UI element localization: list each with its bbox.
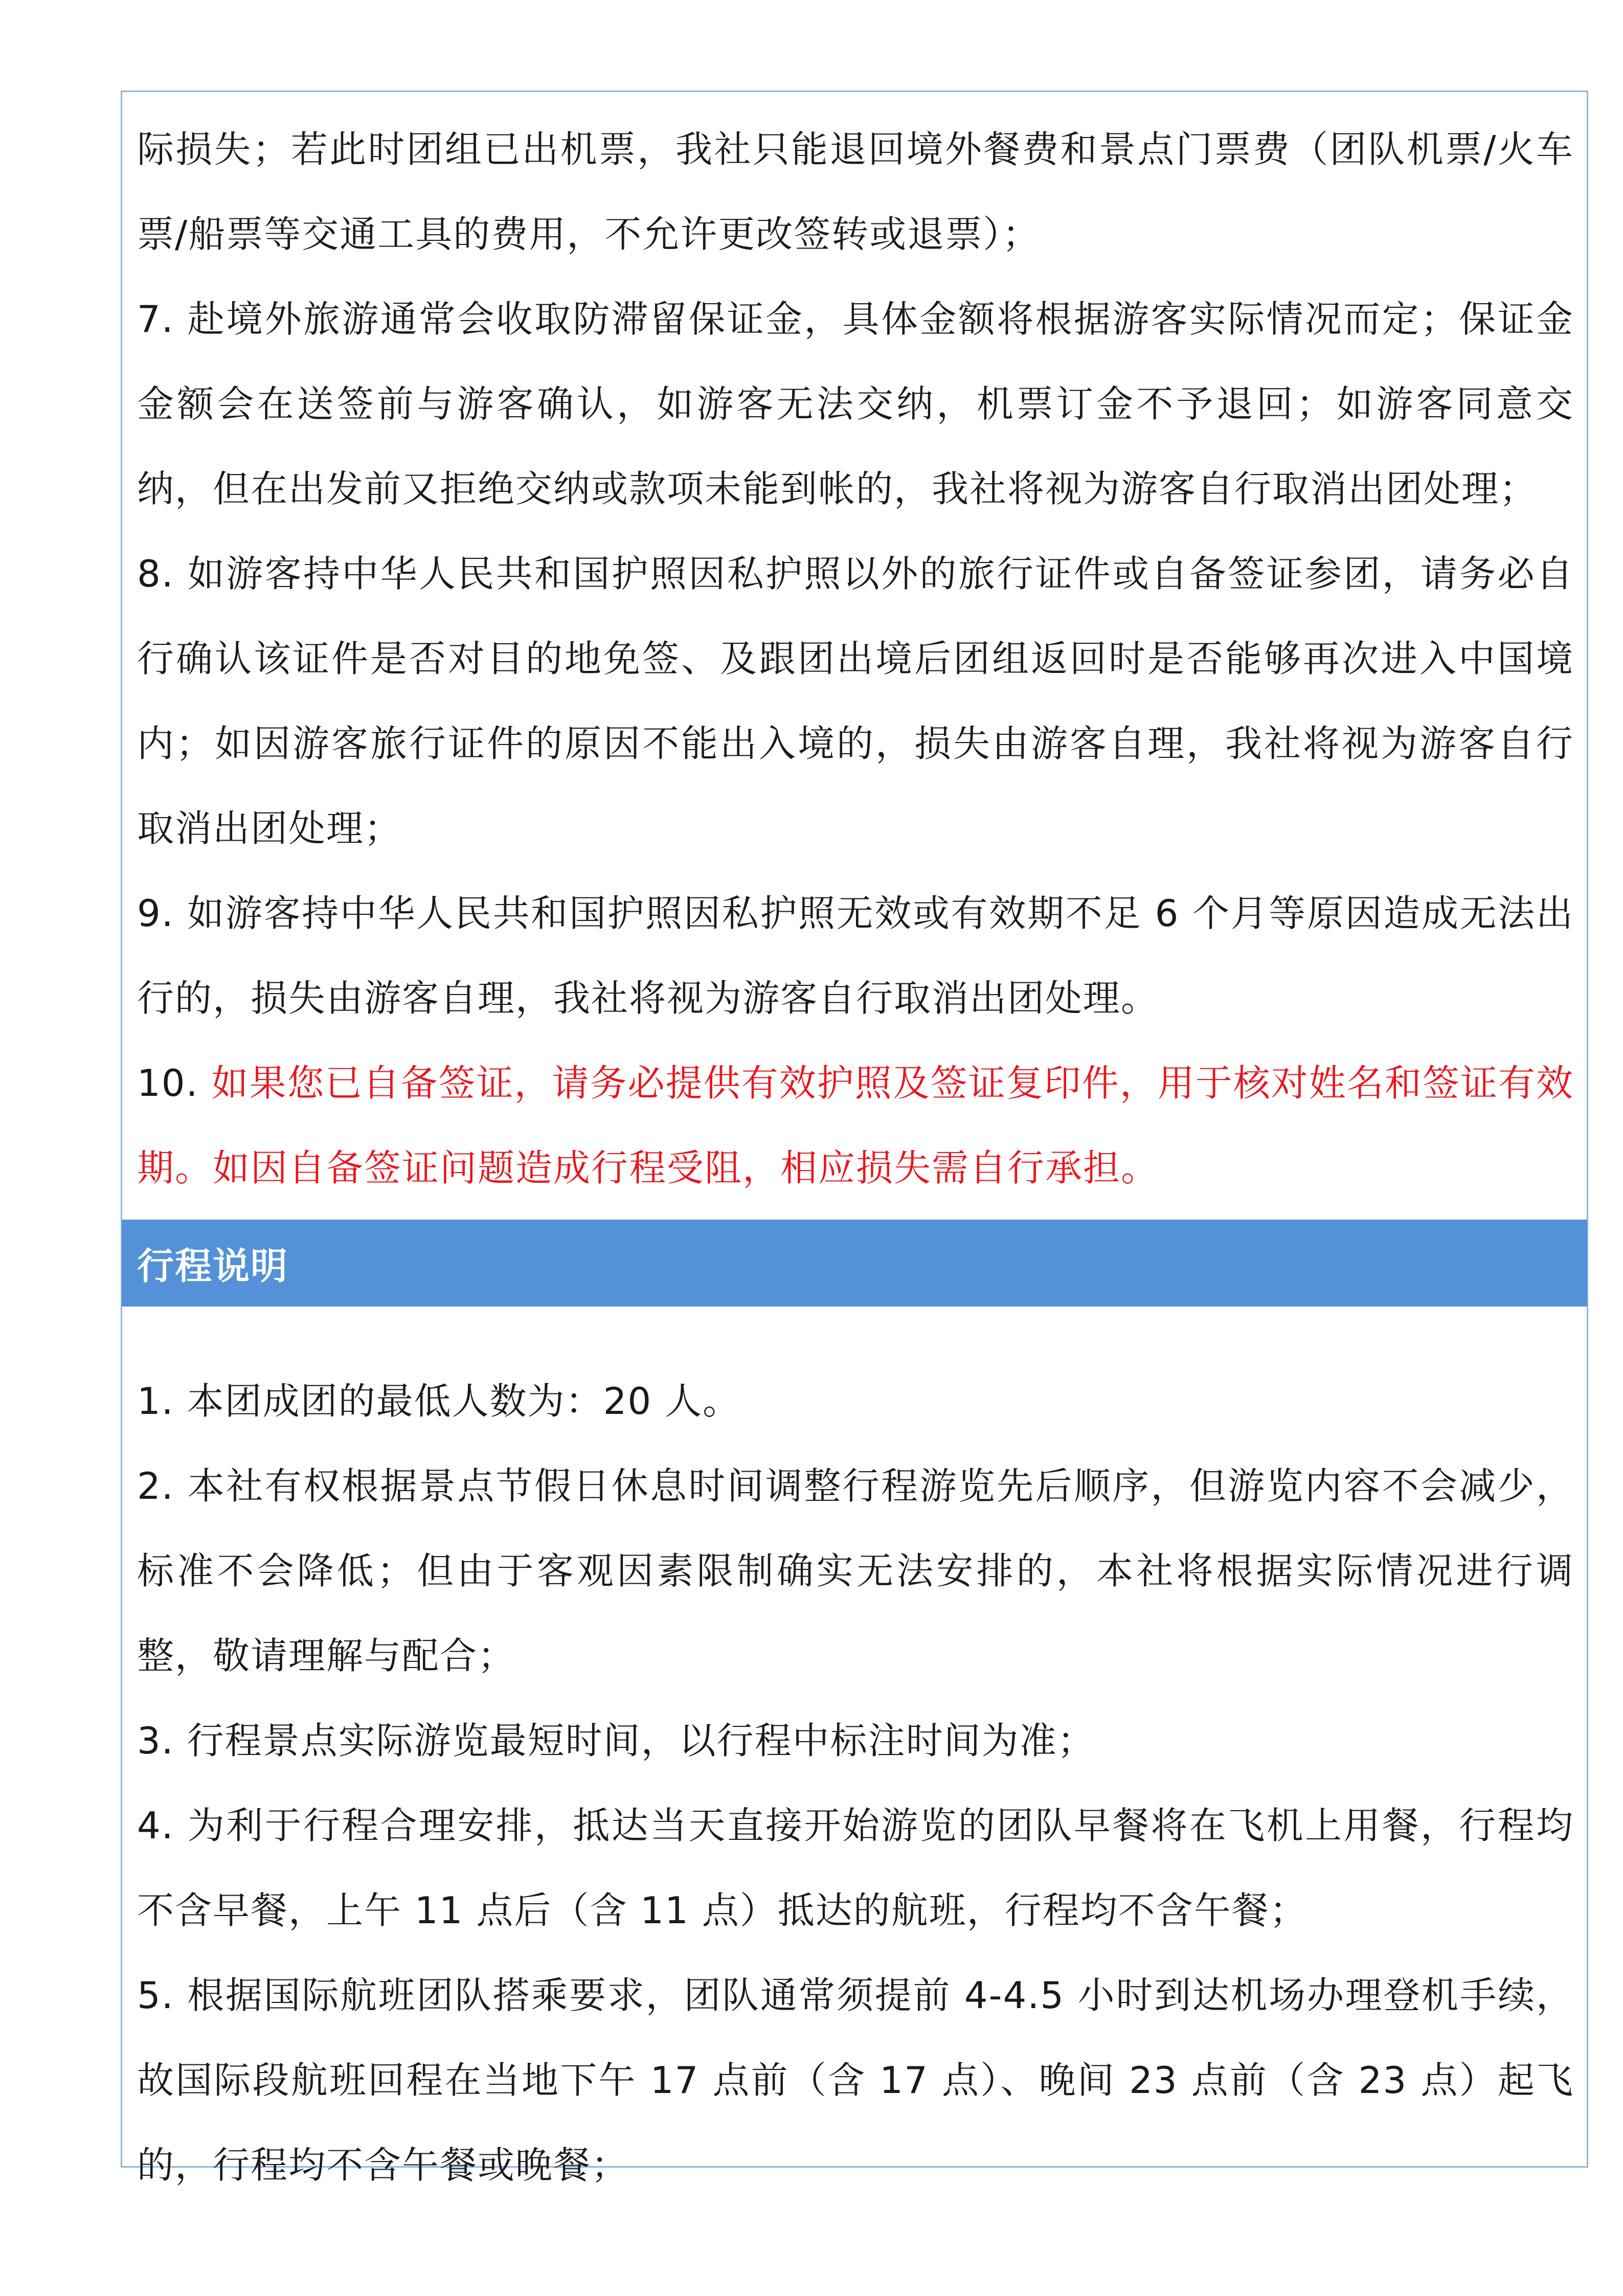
note-9: 9. 如游客持中华人民共和国护照因私护照无效或有效期不足 6 个月等原因造成无法出行的，损失由游客自理，我社将视为游客自行取消出团处理。 [137,892,1574,1020]
section-header-itinerary [122,1220,1587,1307]
section-title: 行程说明 [137,1245,289,1288]
note-6-tail: 际损失；若此时团组已出机票，我社只能退回境外餐费和景点门票费（团队机票/火车票/船票等交通工具的费用，不允许更改签转或退票）； [137,128,1574,256]
itinerary-item: 2. 本社有权根据景点节假日休息时间调整行程游览先后顺序，但游览内容不会减少，标准不会降低；但由于客观因素限制确实无法安排的，本社将根据实际情况进行调整，敬请理解与配合； [137,1465,1574,1677]
note-10-warning: 如果您已自备签证，请务必提供有效护照及签证复印件，用于核对姓名和签证有效期。如因自备签证问题造成行程受阻，相应损失需自行承担。 [137,1062,1574,1189]
note-8: 8. 如游客持中华人民共和国护照因私护照以外的旅行证件或自备签证参团，请务必自行确认该证件是否对目的地免签、及跟团出境后团组返回时是否能够再次进入中国境内；如因游客旅行证件的原因不能出入境的，损失由游客自理，我社将视为游客自行取消出团处理； [137,552,1574,850]
note-10 [137,1041,1574,1210]
itinerary-list [137,1359,1574,2208]
itinerary-item: 1. 本团成团的最低人数为：20 人。 [137,1380,741,1423]
note-7: 7. 赴境外旅游通常会收取防滞留保证金，具体金额将根据游客实际情况而定；保证金金额会在送签前与游客确认，如游客无法交纳，机票订金不予退回；如游客同意交纳，但在出发前又拒绝交纳或款项未能到帐的，我社将视为游客自行取消出团处理； [137,298,1574,510]
notes-continued [137,107,1574,1210]
itinerary-item: 4. 为利于行程合理安排，抵达当天直接开始游览的团队早餐将在飞机上用餐，行程均不含早餐，上午 11 点后（含 11 点）抵达的航班，行程均不含午餐； [137,1804,1574,1932]
itinerary-item: 3. 行程景点实际游览最短时间，以行程中标注时间为准； [137,1719,1095,1762]
note-10-number: 10. [137,1062,212,1105]
itinerary-item: 5. 根据国际航班团队搭乘要求，团队通常须提前 4-4.5 小时到达机场办理登机手续，故国际段航班回程在当地下午 17 点前（含 17 点）、晚间 23 点前（含 23 点）起飞的，行程均不含午餐或晚餐； [137,1974,1574,2187]
